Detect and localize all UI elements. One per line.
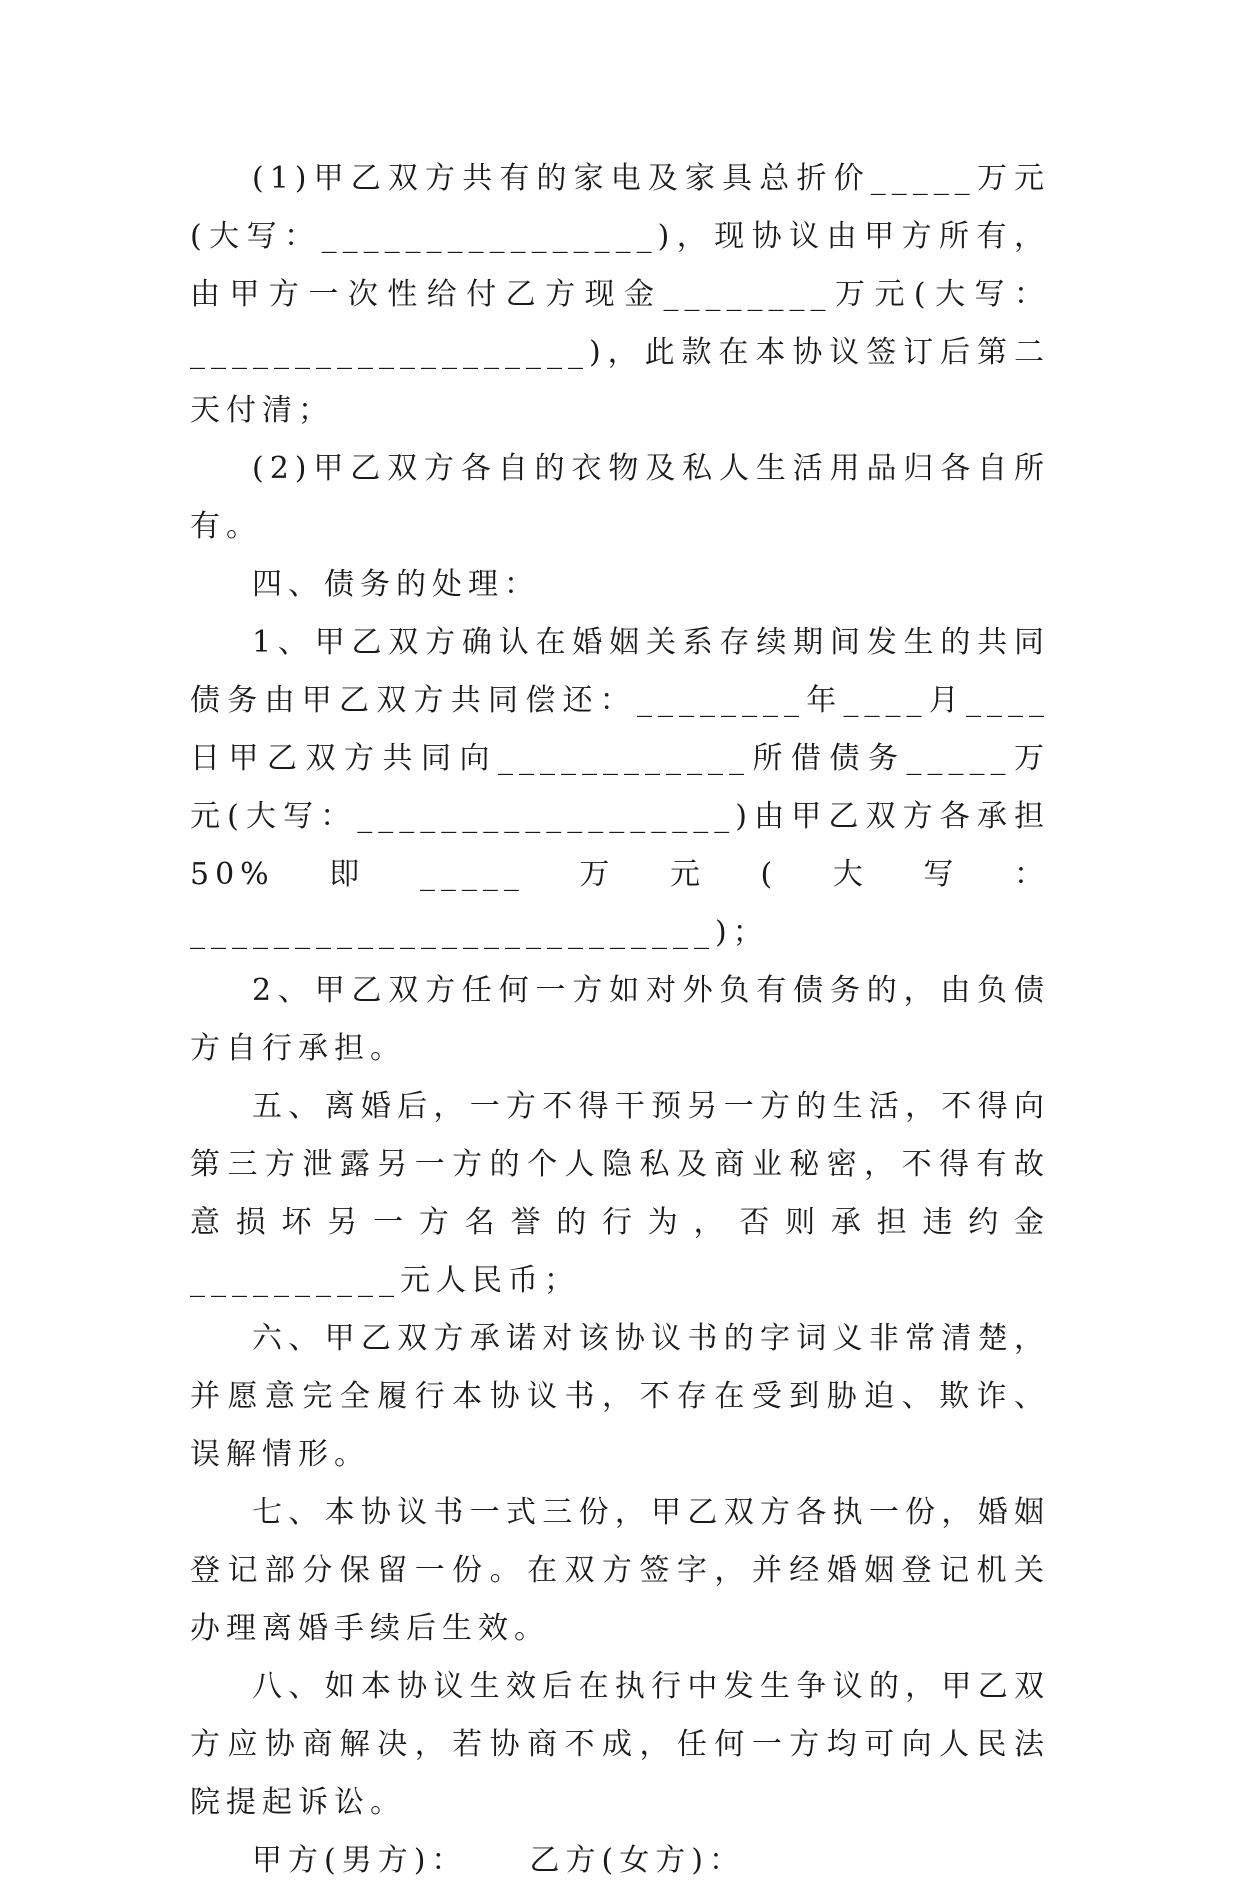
clause-non-interference: 五、离婚后，一方不得干预另一方的生活，不得向第三方泄露另一方的个人隐私及商业秘密，不得有故意损坏另一方名誉的行为，否则承担违约金__________元人民币； xyxy=(190,1089,1050,1298)
section-heading-debts: 四、债务的处理： xyxy=(252,567,540,602)
clause-individual-debt: 2、甲乙双方任何一方如对外负有债务的，由负债方自行承担。 xyxy=(190,973,1050,1066)
clause-personal-items: (2)甲乙双方各自的衣物及私人生活用品归各自所有。 xyxy=(190,451,1050,544)
signature-line: 甲方(男方)： 乙方(女方)： xyxy=(252,1843,745,1878)
clause-disputes: 八、如本协议生效后在执行中发生争议的，甲乙双方应协商解决，若协商不成，任何一方均可向人民法院提起诉讼。 xyxy=(190,1669,1050,1820)
clause-joint-debt: 1、甲乙双方确认在婚姻关系存续期间发生的共同债务由甲乙双方共同偿还：________年____月____日甲乙双方共同向____________所借债务_____万元(大写：__________________)由甲乙双方各承担50%即_____万元(大写：_________________________)； xyxy=(190,625,1050,950)
clause-copies: 七、本协议书一式三份，甲乙双方各执一份，婚姻登记部分保留一份。在双方签字，并经婚姻登记机关办理离婚手续后生效。 xyxy=(190,1495,1050,1646)
clause-understanding: 六、甲乙双方承诺对该协议书的字词义非常清楚，并愿意完全履行本协议书，不存在受到胁迫、欺诈、误解情形。 xyxy=(190,1321,1050,1472)
clause-appliances: (1)甲乙双方共有的家电及家具总折价_____万元(大写：________________)，现协议由甲方所有，由甲方一次性给付乙方现金________万元(大写：___________________)，此款在本协议签订后第二天付清； xyxy=(190,161,1050,428)
document-page xyxy=(190,150,1050,1890)
